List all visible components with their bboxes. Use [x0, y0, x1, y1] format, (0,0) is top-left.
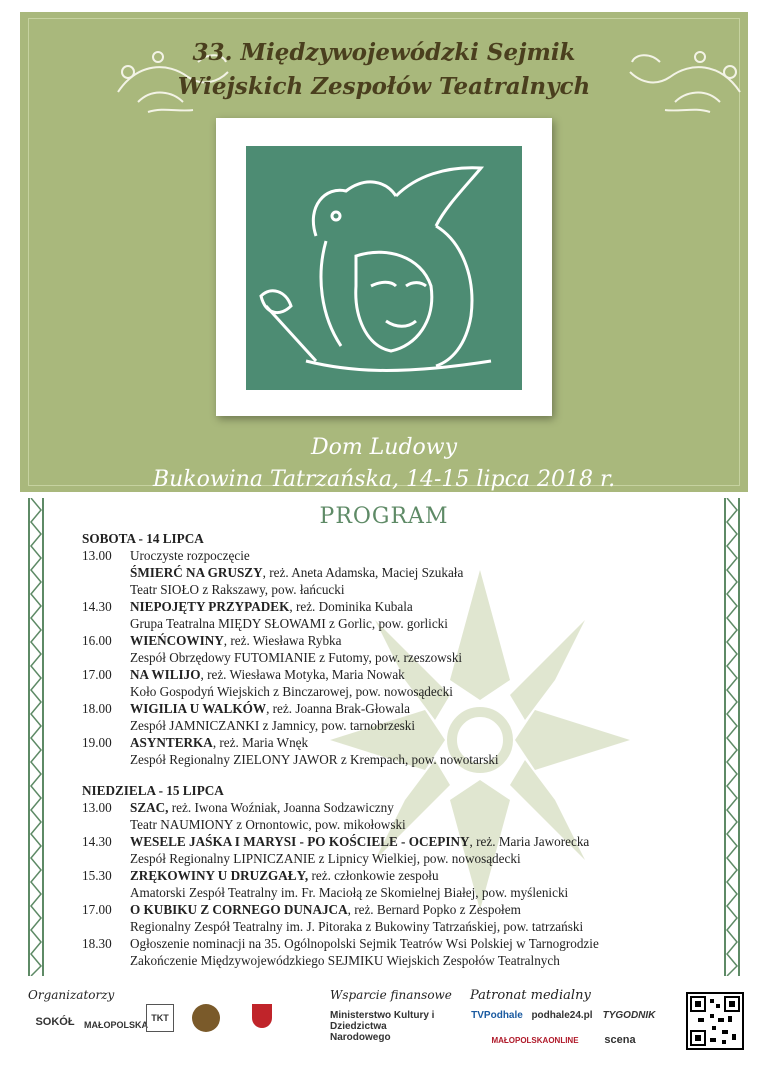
event-time: 18.00	[82, 701, 112, 716]
event-details: , reż. Wiesława Motyka, Maria Nowak	[200, 667, 405, 682]
sokol-logo: SOKÓŁ	[35, 1016, 75, 1028]
sponsors-footer	[0, 980, 768, 1080]
event-title: O KUBIKU Z CORNEGO DUNAJCA	[130, 902, 348, 917]
event-time: 17.00	[82, 902, 112, 917]
tkt-logo: TKT	[146, 1004, 174, 1032]
event-group: Zespół Obrzędowy FUTOMIANIE z Futomy, pow. rzeszowski	[130, 650, 463, 665]
event-group: Teatr SIOŁO z Rakszawy, pow. łańcucki	[130, 582, 345, 597]
event-group: Zespół Regionalny LIPNICZANIE z Lipnicy Wielkiej, pow. nowosądecki	[130, 851, 521, 866]
schedule-event	[82, 632, 702, 666]
event-time: 14.30	[82, 834, 112, 849]
illustration-frame	[216, 118, 552, 416]
tvpodhale-logo: TVPodhale	[471, 1010, 523, 1021]
festival-title	[20, 36, 748, 104]
venue-date: Bukowina Tatrzańska, 14-15 lipca 2018 r.	[152, 467, 616, 492]
event-details: , reż. Maria Wnęk	[212, 735, 309, 750]
rooster-mask-illustration	[246, 146, 522, 390]
tygodnik-logo: TYGODNIK	[602, 1010, 656, 1021]
event-time: 18.30	[82, 936, 112, 951]
scena-logo: scena	[604, 1034, 636, 1046]
event-group: Amatorski Zespół Teatralny im. Fr. Maciołą ze Skomielnej Białej, pow. myślenicki	[130, 885, 569, 900]
malopolskaonline-logo: MAŁOPOLSKAONLINE	[491, 1036, 579, 1045]
malopolska-logo: MAŁOPOLSKA	[84, 1020, 148, 1030]
event-title: NA WILIJO	[130, 667, 201, 682]
event-group: Koło Gospodyń Wiejskich z Binczarowej, pow. nowosądecki	[130, 684, 453, 699]
event-title: ŚMIERĆ NA GRUSZY	[130, 565, 263, 580]
event-details: , reż. Bernard Popko z Zespołem	[347, 902, 521, 917]
dom-ludowy-seal	[192, 1004, 220, 1032]
event-time: 19.00	[82, 735, 112, 750]
schedule-event	[82, 700, 702, 734]
event-title: ASYNTERKA	[130, 735, 213, 750]
venue-info	[20, 432, 748, 496]
event-time	[82, 564, 130, 598]
event-details: Uroczyste rozpoczęcie	[130, 548, 250, 563]
media-label: Patronat medialny	[470, 988, 591, 1003]
event-group: Zespół Regionalny ZIELONY JAWOR z Krempach, pow. nowotarski	[130, 752, 499, 767]
qr-code[interactable]	[686, 992, 744, 1050]
event-details: , reż. Maria Jaworecka	[469, 834, 590, 849]
event-title: ZRĘKOWINY U DRUZGAŁY,	[130, 868, 309, 883]
event-title: NIEPOJĘTY PRZYPADEK	[130, 599, 290, 614]
schedule-event	[82, 867, 702, 901]
event-group: Zespół JAMNICZANKI z Jamnicy, pow. tarnobrzeski	[130, 718, 416, 733]
header-banner	[20, 12, 748, 492]
organizers-label: Organizatorzy	[28, 988, 115, 1002]
event-time: 15.30	[82, 868, 112, 883]
event-title: SZAC,	[130, 800, 169, 815]
program-heading: PROGRAM	[319, 504, 449, 529]
schedule-event	[82, 547, 702, 564]
right-folk-border	[722, 498, 742, 976]
event-details: reż. członkowie zespołu	[308, 868, 439, 883]
event-time: 13.00	[82, 800, 112, 815]
program-schedule	[82, 526, 702, 969]
event-details: reż. Iwona Woźniak, Joanna Sodzawiczny	[168, 800, 394, 815]
schedule-event	[82, 935, 702, 969]
event-title: WIEŃCOWINY	[130, 633, 224, 648]
schedule-event	[82, 598, 702, 632]
event-time: 17.00	[82, 667, 112, 682]
left-folk-border	[26, 498, 46, 976]
event-details: , reż. Aneta Adamska, Maciej Szukała	[262, 565, 464, 580]
podhale24-logo: podhale24.pl	[531, 1010, 593, 1021]
event-time: 14.30	[82, 599, 112, 614]
event-title: WESELE JAŚKA I MARYSI - PO KOŚCIELE - OCEPINY	[130, 834, 470, 849]
schedule-event	[82, 833, 702, 867]
title-line-2: Wiejskich Zespołów Teatralnych	[177, 73, 591, 100]
event-title: WIGILIA U WALKÓW	[130, 701, 267, 716]
event-time: 16.00	[82, 633, 112, 648]
schedule-event	[82, 734, 702, 768]
bukowina-coat-of-arms	[252, 1004, 272, 1028]
support-label: Wsparcie finansowe	[330, 988, 452, 1002]
schedule-event	[82, 564, 702, 598]
day-heading: SOBOTA - 14 LIPCA	[82, 531, 204, 546]
event-group: Zakończenie Międzywojewódzkiego SEJMIKU Wiejskich Zespołów Teatralnych	[130, 953, 560, 968]
event-details: , reż. Joanna Brak-Głowala	[266, 701, 410, 716]
event-group: Grupa Teatralna MIĘDY SŁOWAMI z Gorlic, pow. gorlicki	[130, 616, 448, 631]
day-heading: NIEDZIELA - 15 LIPCA	[82, 783, 224, 798]
event-details: Ogłoszenie nominacji na 35. Ogólnopolski Sejmik Teatrów Wsi Polskiej w Tarnogrodzie	[130, 936, 599, 951]
title-line-1: 33. Międzywojewódzki Sejmik	[192, 39, 576, 66]
venue-name: Dom Ludowy	[310, 435, 458, 460]
event-group: Regionalny Zespół Teatralny im. J. Pitoraka z Bukowiny Tatrzańskiej, pow. tatrzański	[130, 919, 584, 934]
ministry-logo: Ministerstwo Kultury i Dziedzictwa Narodowego	[330, 1010, 435, 1043]
schedule-event	[82, 901, 702, 935]
event-details: , reż. Dominika Kubala	[289, 599, 413, 614]
schedule-event	[82, 799, 702, 833]
event-time: 13.00	[82, 548, 112, 563]
event-details: , reż. Wiesława Rybka	[223, 633, 342, 648]
schedule-event	[82, 666, 702, 700]
event-group: Teatr NAUMIONY z Ornontowic, pow. mikołowski	[130, 817, 406, 832]
